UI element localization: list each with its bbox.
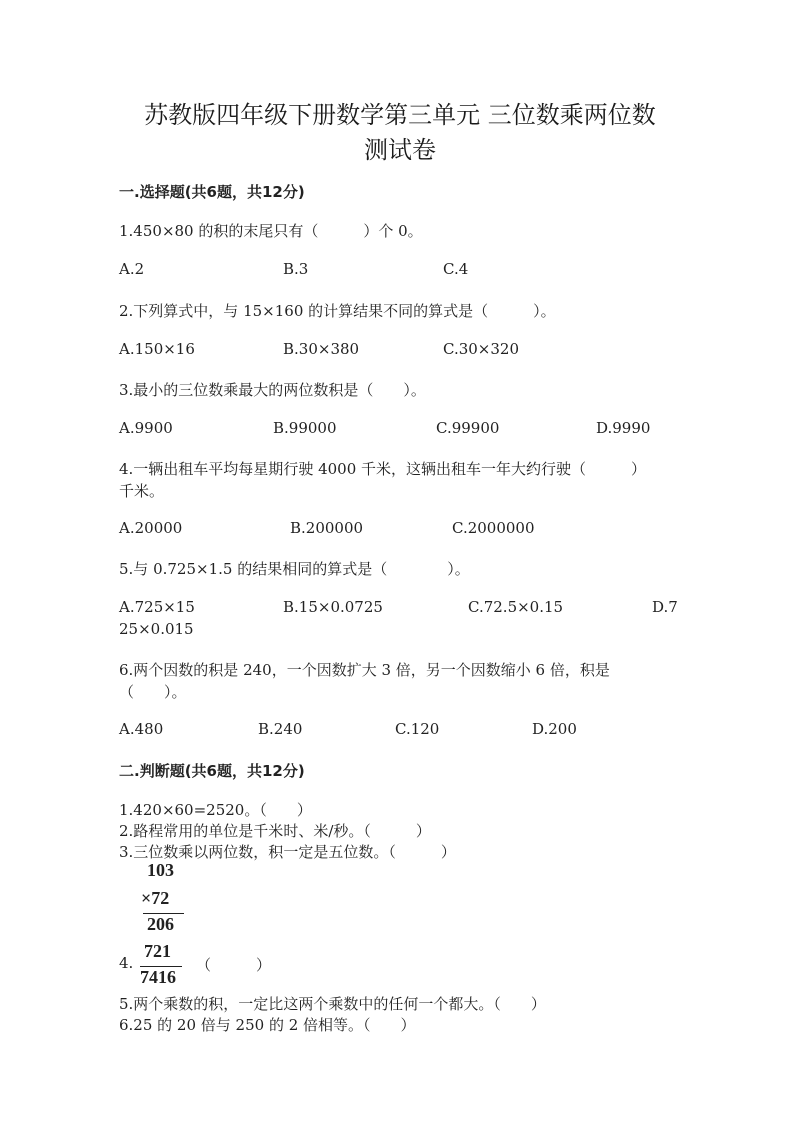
- page-title-line2: 测试卷: [364, 136, 436, 164]
- option-4b[interactable]: B.200000: [290, 519, 364, 537]
- option-5b[interactable]: B.15×0.0725: [283, 598, 383, 616]
- option-1c[interactable]: C.4: [443, 260, 469, 278]
- calc-partial-product: 206: [147, 914, 174, 934]
- judge-item-2: 2.路程常用的单位是千米时、米/秒。（ ）: [119, 822, 431, 840]
- option-5c[interactable]: C.72.5×0.15: [468, 598, 564, 616]
- option-3c[interactable]: C.99900: [436, 419, 500, 437]
- option-5d-part2: 25×0.015: [119, 620, 194, 638]
- option-3b[interactable]: B.99000: [273, 419, 337, 437]
- option-2b[interactable]: B.30×380: [283, 340, 360, 358]
- calc-row-7416: 7416: [140, 967, 176, 987]
- question-6-line2: （ ）。: [119, 683, 187, 701]
- calc-row-721: 721: [144, 941, 171, 961]
- option-6c[interactable]: C.120: [395, 720, 440, 738]
- option-6d[interactable]: D.200: [532, 720, 577, 738]
- option-1a[interactable]: A.2: [119, 260, 145, 278]
- judge-item-4-blank: （ ）: [196, 956, 272, 974]
- question-1: 1.450×80 的积的末尾只有（ ）个 0。: [119, 222, 423, 240]
- calc-multiplicand: 103: [147, 860, 174, 880]
- option-4a[interactable]: A.20000: [119, 519, 183, 537]
- judge-item-6: 6.25 的 20 倍与 250 的 2 倍相等。（ ）: [119, 1016, 416, 1034]
- option-4c[interactable]: C.2000000: [452, 519, 535, 537]
- judge-item-5: 5.两个乘数的积，一定比这两个乘数中的任何一个都大。（ ）: [119, 995, 546, 1013]
- option-5a[interactable]: A.725×15: [119, 598, 195, 616]
- option-6b[interactable]: B.240: [258, 720, 303, 738]
- option-2a[interactable]: A.150×16: [119, 340, 195, 358]
- option-1b[interactable]: B.3: [283, 260, 309, 278]
- question-4-line2: 千米。: [119, 482, 165, 500]
- option-2c[interactable]: C.30×320: [443, 340, 519, 358]
- page-title-line1: 苏教版四年级下册数学第三单元 三位数乘两位数: [144, 101, 656, 129]
- calc-multiplier: ×72: [141, 888, 170, 908]
- option-6a[interactable]: A.480: [119, 720, 164, 738]
- question-4-line1: 4.一辆出租车平均每星期行驶 4000 千米，这辆出租车一年大约行驶（ ）: [119, 460, 647, 478]
- question-3: 3.最小的三位数乘最大的两位数积是（ ）。: [119, 381, 426, 399]
- question-2: 2.下列算式中，与 15×160 的计算结果不同的算式是（ ）。: [119, 302, 556, 320]
- question-6-line1: 6.两个因数的积是 240，一个因数扩大 3 倍，另一个因数缩小 6 倍，积是: [119, 661, 610, 679]
- option-5d-part1[interactable]: D.7: [652, 598, 678, 616]
- judge-item-1: 1.420×60=2520。（ ）: [119, 801, 312, 819]
- option-3d[interactable]: D.9990: [596, 419, 651, 437]
- judge-item-3: 3.三位数乘以两位数，积一定是五位数。（ ）: [119, 843, 456, 861]
- option-3a[interactable]: A.9900: [119, 419, 173, 437]
- question-5: 5.与 0.725×1.5 的结果相同的算式是（ ）。: [119, 560, 470, 578]
- judge-item-4-number: 4.: [119, 954, 134, 972]
- section-heading-judgement: 二.判断题(共6题，共12分): [119, 762, 305, 780]
- section-heading-choice: 一.选择题(共6题，共12分): [119, 183, 305, 201]
